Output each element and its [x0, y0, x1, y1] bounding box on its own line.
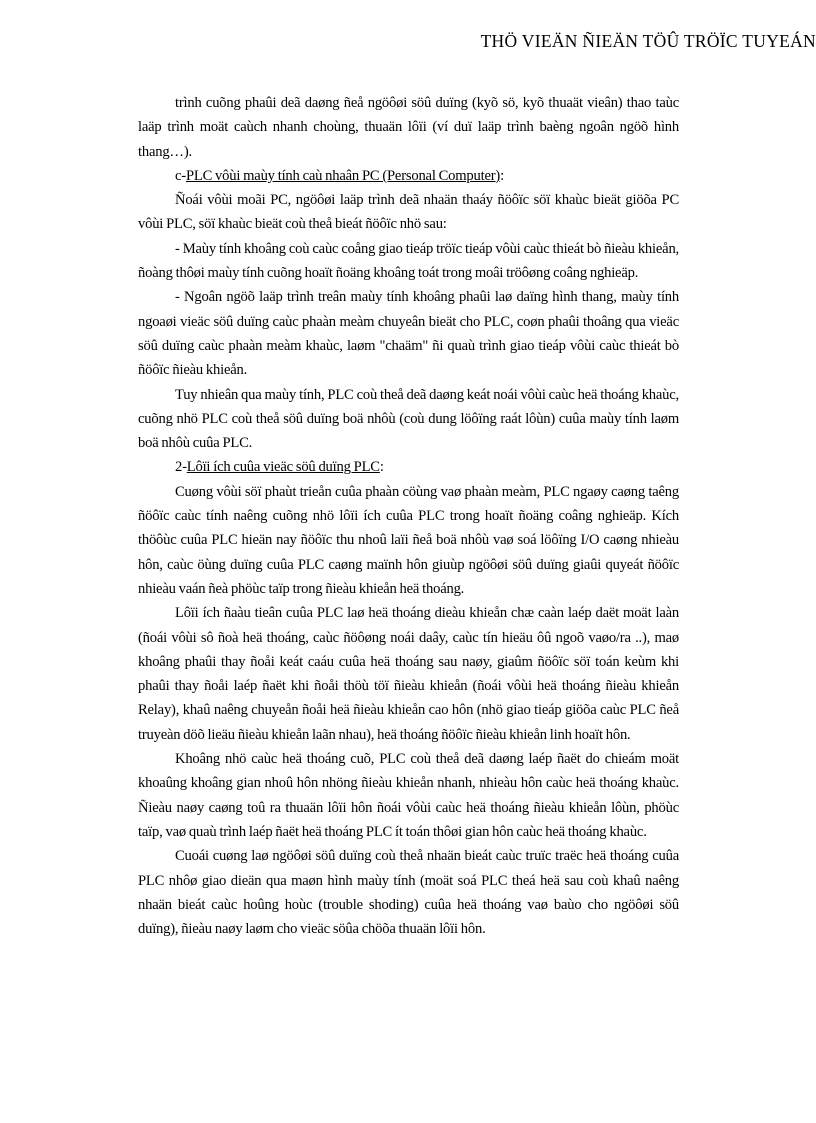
paragraph: Ñoái vôùi moãi PC, ngöôøi laäp trình deã nhaän thaáy ñöôïc söï khaùc bieät giöõa PC vôùi PLC, söï khaùc bieät coù theå bieát ñöôïc nhö sau: — [138, 192, 679, 233]
heading-suffix: : — [379, 459, 384, 476]
paragraph: - Ngoân ngöõ laäp trình treân maùy tính khoâng phaûi laø daïng hình thang, maùy tính ngoaøi vieäc söû duïng caùc phaàn meàm chuyeân bieät cho PLC, coøn phaûi thoâng qua vieäc söû duïng caùc phaàn meàm khaùc, laøm "chaäm" ñi quaù trình giao tieáp vôùi caùc thieát bò ñöôïc ñieàu khieån. — [138, 289, 679, 379]
heading-underlined-text: Lôïi ích cuûa vieäc söû duïng PLC — [186, 459, 380, 476]
heading-suffix: : — [500, 167, 504, 184]
document-body — [138, 91, 679, 941]
heading-prefix: c- — [175, 167, 186, 184]
paragraph: - Maùy tính khoâng coù caùc coång giao tieáp tröïc tieáp vôùi caùc thieát bò ñieàu khieån, ñoàng thôøi maùy tính cuõng hoaït ñoäng khoâng toát trong moâi tröôøng coâng nghieäp. — [138, 240, 679, 282]
paragraph: Cuoái cuøng laø ngöôøi söû duïng coù theå nhaän bieát caùc truïc traëc heä thoáng cuûa PLC nhôø giao dieän qua maøn hình maùy tính (moät soá PLC theá heä sau coù khaû naêng nhaän bieát caùc hoûng hoùc (trouble shoding) cuûa heä thoáng vaø baùo cho ngöôøi söû duïng), ñieàu naøy laøm cho vieäc söûa chöõa thuaän lôïi hôn. — [138, 848, 679, 938]
paragraph: Cuøng vôùi söï phaùt trieån cuûa phaàn cöùng vaø phaàn meàm, PLC ngaøy caøng taêng ñöôïc caùc tính naêng cuõng nhö lôïi ích cuûa PLC trong hoaït ñoäng coâng nghieäp. Kích thöôùc cuûa PLC hieän nay ñöôïc thu nhoû laïi ñeå boä nhôù vaø soá löôïng I/O caøng nhieàu hôn, caùc öùng duïng cuûa PLC caøng maïnh hôn giuùp ngöôøi söû duïng giaûi quyeát ñöôïc nhieàu vaán ñeà phöùc taïp trong ñieàu khieån heä thoáng. — [138, 483, 679, 597]
paragraph: trình cuõng phaûi deã daøng ñeå ngöôøi söû duïng (kyõ sö, kyõ thuaät vieân) thao taùc laäp trình moät caùch nhanh choùng, thuaän lôïi (ví duï laäp trình baèng ngoân ngöõ hình thang…). — [138, 95, 679, 160]
heading-prefix: 2- — [175, 459, 187, 476]
paragraph: Lôïi ích ñaàu tieân cuûa PLC laø heä thoáng dieàu khieån chæ caàn laép daët moät laàn (ñoái vôùi sô ñoà heä thoáng, caùc ñöôøng noái daây, caùc tín hieäu ôû ngoõ vaøo/ra ..), maø khoâng phaûi thay ñoåi keát caáu cuûa heä thoáng sau naøy, giaûm ñöôïc söï toán keùm khi phaûi thay ñoåi laép ñaët khi ñoåi thöù töï ñieàu khieån (ñoái vôùi heä thoáng ñieàu khieån Relay), khaû naêng chuyeån ñoåi heä ñieàu khieån cao hôn (nhö giao tieáp giöõa caùc PLC ñeå truyeàn döõ lieäu ñieàu khieån laãn nhau), heä thoáng ñöôïc ñieàu khieån linh hoaït hôn. — [138, 605, 679, 743]
section-heading — [138, 164, 679, 188]
paragraph: Khoâng nhö caùc heä thoáng cuõ, PLC coù theå deã daøng laép ñaët do chieám moät khoaûng khoâng gian nhoû hôn nhöng ñieàu khieån nhanh, nhieàu hôn caùc heä thoáng khaùc. Ñieàu naøy caøng toû ra thuaän lôïi hôn ñoái vôùi caùc heä thoáng ñieàu khieån lôùn, phöùc taïp, vaø quaù trình laép ñaët heä thoáng PLC ít toán thôøi gian hôn caùc heä thoáng khaùc. — [138, 751, 679, 840]
heading-underlined-text: PLC vôùi maùy tính caù nhaân PC (Personal Computer) — [185, 167, 501, 184]
page-header-title: THÖ VIEÄN ÑIEÄN TÖÛ TRÖÏC TUYEÁN — [480, 31, 816, 51]
section-heading — [138, 455, 679, 479]
paragraph: Tuy nhieân qua maùy tính, PLC coù theå deã daøng keát noái vôùi caùc heä thoáng khaùc, cuõng nhö PLC coù theå söû duïng boä nhôù (coù dung löôïng raát lôùn) cuûa maùy tính laøm boä nhôù cuûa PLC. — [138, 386, 679, 452]
